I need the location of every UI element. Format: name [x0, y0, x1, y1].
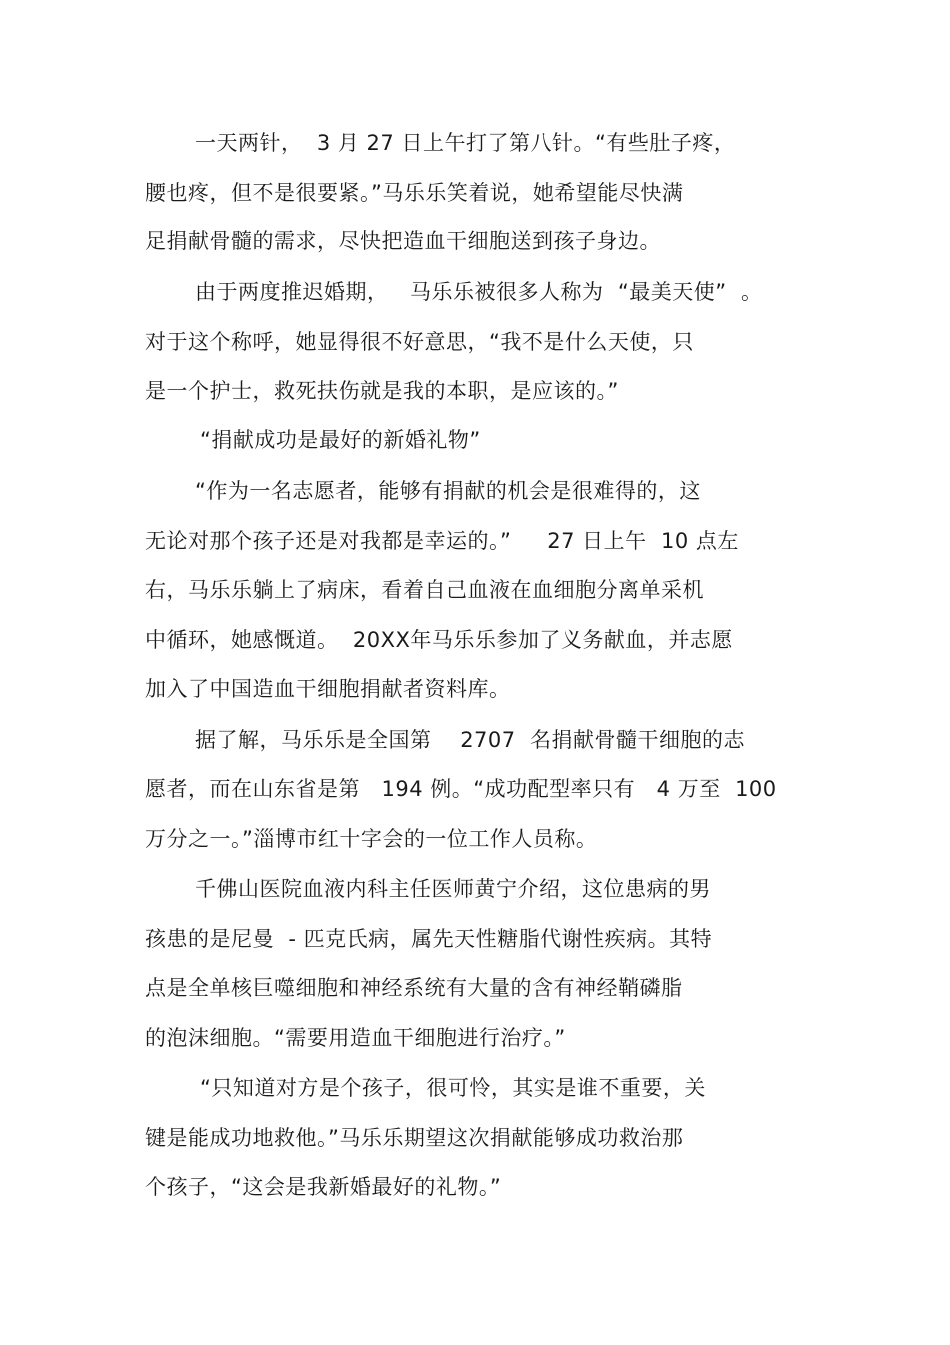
text-line: 据了解，马乐乐是全国第 2707 名捐献骨髓干细胞的志	[195, 728, 745, 752]
text-line: 孩患的是尼曼 - 匹克氏病，属先天性糖脂代谢性疾病。其特	[145, 927, 713, 951]
section-heading: “捐献成功是最好的新婚礼物”	[200, 428, 481, 452]
text-line: 愿者，而在山东省是第 194 例。“成功配型率只有 4 万至 100	[145, 777, 777, 801]
text-line: 千佛山医院血液内科主任医师黄宁介绍，这位患病的男	[195, 877, 711, 901]
text-line: 万分之一。”淄博市红十字会的一位工作人员称。	[145, 827, 598, 851]
text-line: 点是全单核巨噬细胞和神经系统有大量的含有神经鞘磷脂	[145, 976, 683, 1000]
text-line: 对于这个称呼，她显得很不好意思，“我不是什么天使，只	[145, 330, 694, 354]
text-line: 加入了中国造血干细胞捐献者资料库。	[145, 677, 511, 701]
text-line: 右，马乐乐躺上了病床，看着自己血液在血细胞分离单采机	[145, 578, 704, 602]
text-line: 的泡沫细胞。“需要用造血干细胞进行治疗。”	[145, 1026, 566, 1050]
text-line: “只知道对方是个孩子，很可怜，其实是谁不重要，关	[200, 1076, 706, 1100]
text-line: “作为一名志愿者，能够有捐献的机会是很难得的，这	[195, 479, 701, 503]
text-line: 由于两度推迟婚期， 马乐乐被很多人称为 “最美天使” 。	[195, 280, 763, 304]
text-line: 无论对那个孩子还是对我都是幸运的。” 27 日上午 10 点左	[145, 529, 739, 553]
text-line: 足捐献骨髓的需求，尽快把造血干细胞送到孩子身边。	[145, 229, 661, 253]
text-line: 中循环，她感慨道。 20XX年马乐乐参加了义务献血，并志愿	[145, 628, 733, 652]
text-line: 个孩子，“这会是我新婚最好的礼物。”	[145, 1175, 502, 1199]
text-line: 一天两针， 3 月 27 日上午打了第八针。“有些肚子疼，	[195, 131, 736, 155]
text-line: 是一个护士，救死扶伤就是我的本职，是应该的。”	[145, 379, 619, 403]
text-line: 键是能成功地救他。”马乐乐期望这次捐献能够成功救治那	[145, 1126, 684, 1150]
text-line: 腰也疼，但不是很要紧。”马乐乐笑着说，她希望能尽快满	[145, 181, 684, 205]
